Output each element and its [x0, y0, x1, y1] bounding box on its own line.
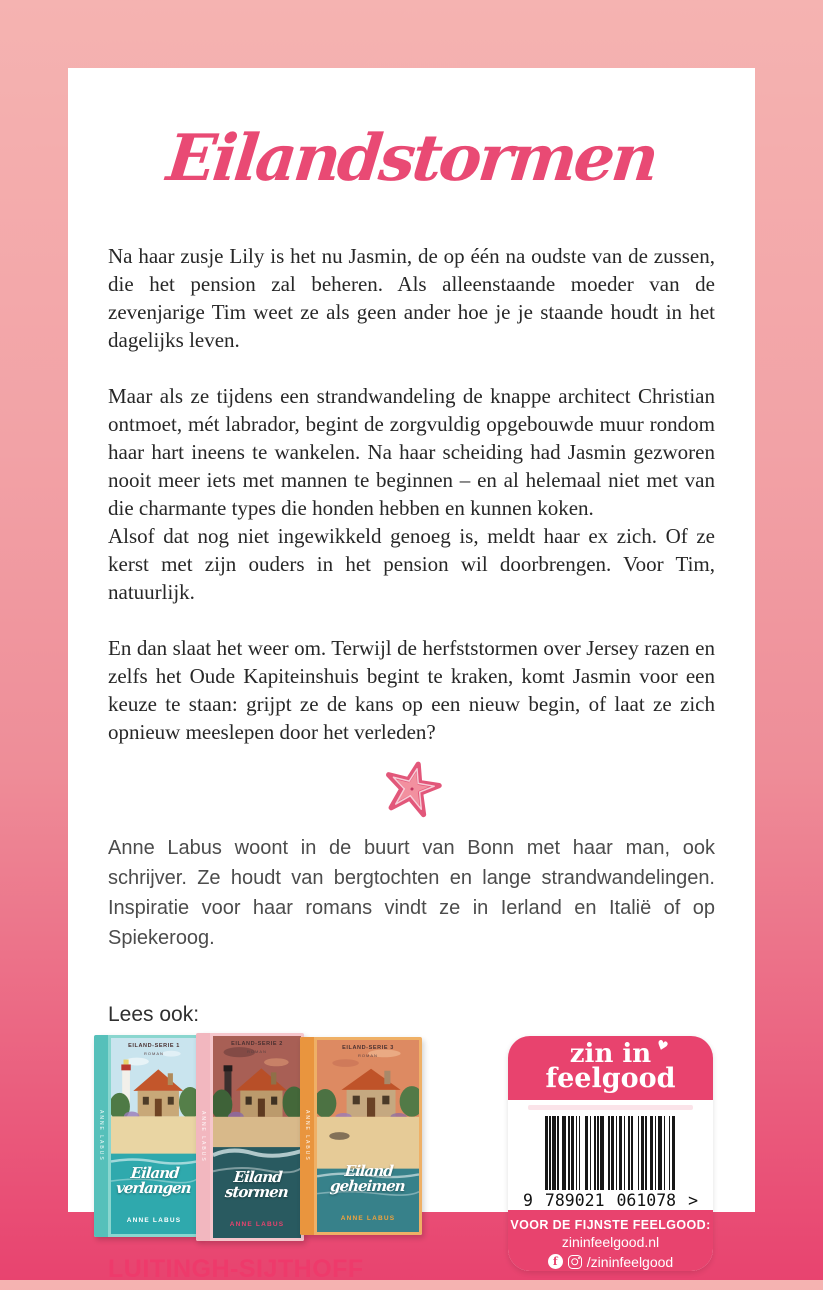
- book-cover-eiland-stormen: [196, 1033, 304, 1241]
- barcode-bars: [522, 1116, 699, 1190]
- zin-in-feelgood-badge: [508, 1036, 713, 1271]
- book-series-row: [94, 1035, 422, 1241]
- isbn-group-1: 9: [523, 1190, 533, 1210]
- book-author: ANNE LABUS: [340, 1215, 396, 1222]
- cover-scene: [317, 1040, 419, 1232]
- social-handle: /zininfeelgood: [586, 1253, 674, 1270]
- facebook-icon: f: [548, 1254, 563, 1269]
- badge-logo: [508, 1036, 713, 1100]
- isbn-number: [522, 1191, 699, 1210]
- publisher-logo: LUITINGH-SIJTHOFF: [108, 1255, 364, 1283]
- book-cover-eiland-geheimen: [300, 1037, 422, 1235]
- cover-scene: [111, 1038, 197, 1234]
- genre-label: ROMAN: [358, 1053, 378, 1058]
- instagram-icon: [568, 1255, 582, 1269]
- book-author: ANNE LABUS: [229, 1221, 285, 1228]
- book-spine: [94, 1035, 108, 1237]
- author-bio: Anne Labus woont in de buurt van Bonn met haar man, ook schrijver. Ze houdt van bergtochten en lange strandwandelingen. Inspiratie voor haar romans vindt ze in Ierland en Italië of op Spiekeroog.: [108, 837, 715, 949]
- spine-author: ANNE LABUS: [98, 1110, 104, 1162]
- badge-website: zininfeelgood.nl: [561, 1233, 660, 1250]
- book-cover-eiland-verlangen: [94, 1035, 200, 1237]
- genre-label: ROMAN: [144, 1051, 164, 1056]
- lees-ook-label: Lees ook:: [108, 1003, 200, 1026]
- spine-author: ANNE LABUS: [200, 1111, 206, 1163]
- genre-label: ROMAN: [247, 1049, 267, 1054]
- faint-tagline: [528, 1105, 693, 1110]
- isbn-arrow: >: [688, 1190, 698, 1210]
- heart-icon: ♥: [653, 1037, 670, 1056]
- badge-footer: [508, 1210, 713, 1271]
- series-label: EILAND-SERIE 1: [128, 1043, 180, 1049]
- spine-author: ANNE LABUS: [304, 1110, 310, 1162]
- synopsis: [108, 242, 715, 746]
- barcode-area: [508, 1100, 713, 1210]
- book-title: Eilandstormen: [163, 120, 660, 196]
- badge-logo-line1: zin in: [569, 1039, 652, 1069]
- series-label: EILAND-SERIE 3: [342, 1045, 394, 1051]
- synopsis-paragraph-3: Alsof dat nog niet ingewikkeld genoeg is, meldt haar ex zich. Of ze kerst met zijn ouders in het pension wil doorbrengen. Voor Tim, natuurlijk.: [108, 524, 715, 604]
- cover-scene: [213, 1036, 301, 1238]
- synopsis-paragraph-4: En dan slaat het weer om. Terwijl de herfststormen over Jersey razen en zelfs het Oude Kapiteinshuis begint te kraken, komt Jasmin voor een keuze te staan: grijpt ze de kans op een nieuw begin, of laat ze zich opnieuw meeslepen door het verleden?: [108, 636, 715, 744]
- book-title-text: Eiland stormen: [224, 1168, 289, 1201]
- starfish-icon: [383, 760, 441, 823]
- series-label: EILAND-SERIE 2: [231, 1041, 283, 1047]
- isbn-group-2: 789021: [544, 1190, 605, 1210]
- badge-logo-line2: feelgood: [545, 1062, 676, 1094]
- book-author: ANNE LABUS: [126, 1217, 182, 1224]
- back-cover-panel: [68, 68, 755, 1283]
- book-spine: [196, 1033, 210, 1241]
- badge-tagline: VOOR DE FIJNSTE FEELGOOD:: [510, 1217, 711, 1232]
- synopsis-paragraph-1: Na haar zusje Lily is het nu Jasmin, de op één na oudste van de zussen, die het pension zal beheren. Als alleenstaande moeder van de zevenjarige Tim weet ze als geen ander hoe je je staande houdt in het dagelijks leven.: [108, 244, 715, 352]
- isbn-group-3: 061078: [616, 1190, 677, 1210]
- synopsis-paragraph-2: Maar als ze tijdens een strandwandeling de knappe architect Christian ontmoet, mét labrador, begint de zorgvuldig opgebouwde muur rondom haar hart ineens te wankelen. Na haar scheiding had Jasmin gezworen nooit meer iets met mannen te beginnen – en al helemaal niet met van die charmante types die honden hebben en kunnen koken.: [108, 384, 715, 520]
- book-spine: [300, 1037, 314, 1235]
- book-title-text: Eiland geheimen: [329, 1162, 406, 1195]
- book-title-text: Eiland verlangen: [115, 1164, 192, 1197]
